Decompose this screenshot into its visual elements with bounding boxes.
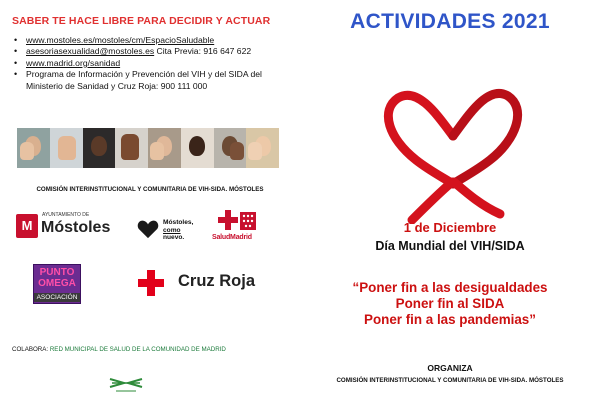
appointment-text: Cita Previa: 916 647 622 [154, 46, 252, 57]
contact-item [12, 69, 294, 92]
person-photo [246, 128, 279, 168]
red-municipal-salud-logo [108, 373, 144, 395]
person-photo [115, 128, 148, 168]
mostoles-name: Móstoles [41, 219, 111, 236]
commission-caption: COMISIÓN INTERINSTITUCIONAL Y COMUNITARIA DE VIH-SIDA. MÓSTOLES [36, 186, 264, 193]
mostoles-emblem-icon: M [16, 214, 38, 238]
como-nuevo-text [163, 219, 193, 242]
contact-item [12, 58, 294, 69]
page-title: ACTIVIDADES 2021 [350, 10, 550, 33]
organiza-body: COMISIÓN INTERINSTITUCIONAL Y COMUNITARIA DE VIH-SIDA. MÓSTOLES [336, 377, 564, 384]
person-photo [50, 128, 83, 168]
campaign-quote [300, 280, 600, 328]
madrid-sanidad-link[interactable]: www.madrid.org/sanidad [26, 57, 121, 68]
omega-text: OMEGA [38, 278, 76, 289]
mostoles-como-nuevo-logo [137, 218, 207, 244]
salud-madrid-text: SaludMadrid [212, 234, 252, 241]
como-nuevo-line: Móstoles, [163, 219, 194, 226]
salud-madrid-logo [212, 208, 262, 244]
quote-line: Poner fin a las pandemias” [364, 312, 536, 327]
person-photo [181, 128, 214, 168]
website-link[interactable]: www.mostoles.es/mostoles/cm/EspacioSaludable [26, 35, 215, 45]
person-photo [17, 128, 50, 168]
mostoles-ayto-label: AYUNTAMIENTO DE [42, 212, 90, 218]
email-link[interactable]: asesoriasexualidad@mostoles.es [26, 46, 155, 57]
headline: SABER TE HACE LIBRE PARA DECIDIR Y ACTUAR [12, 15, 271, 27]
como-nuevo-line: como [163, 226, 181, 234]
heart-icon [137, 218, 159, 240]
organiza-label: ORGANIZA [427, 363, 473, 373]
person-photo [214, 128, 247, 168]
contact-item [12, 35, 294, 46]
red-cross-icon [138, 270, 164, 296]
mostoles-logo [16, 210, 130, 242]
asociacion-text: ASOCIACIÓN [34, 293, 80, 302]
event-name: Día Mundial del VIH/SIDA [375, 239, 525, 253]
cruz-roja-logo [138, 267, 278, 297]
como-nuevo-line: nuevo. [163, 234, 185, 242]
event-date: 1 de Diciembre [403, 220, 497, 235]
campaign-photo-strip [17, 128, 279, 168]
quote-line: Poner fin al SIDA [395, 296, 505, 311]
madrid-flag-icon [240, 212, 256, 230]
medical-cross-icon [218, 210, 238, 230]
red-ribbon-icon [378, 64, 528, 224]
cruz-roja-text: Cruz Roja [178, 272, 256, 290]
colabora-organization: RED MUNICIPAL DE SALUD DE LA COMUNIDAD DE MADRID [49, 346, 226, 353]
person-photo [83, 128, 116, 168]
colabora-line [12, 346, 226, 353]
program-text: Programa de Información y Prevención del VIH y del SIDA del Ministerio de Sanidad y Cruz Roja: 900 111 000 [26, 69, 262, 91]
quote-line: “Poner fin a las desigualdades [352, 280, 548, 295]
contact-list [12, 35, 294, 92]
punto-text: PUNTO [39, 267, 75, 278]
contact-item [12, 46, 294, 57]
colabora-label: COLABORA: [12, 346, 49, 353]
punto-omega-logo [33, 264, 81, 304]
person-photo [148, 128, 181, 168]
